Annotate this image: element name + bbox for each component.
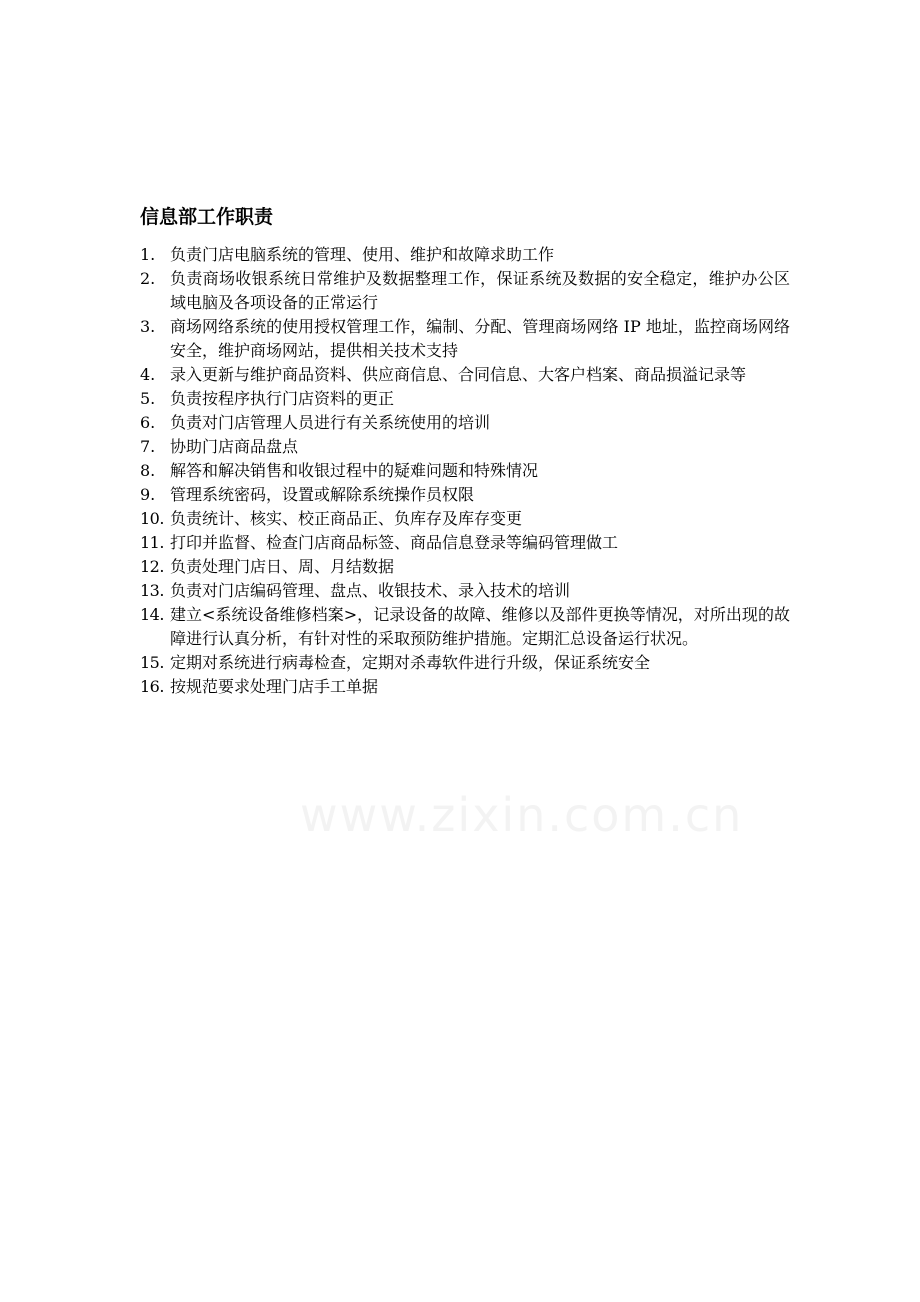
list-item — [140, 483, 790, 507]
item-text: 负责商场收银系统日常维护及数据整理工作，保证系统及数据的安全稳定，维护办公区域电脑及各项设备的正常运行 — [170, 269, 790, 312]
item-text: 商场网络系统的使用授权管理工作，编制、分配、管理商场网络 IP 地址，监控商场网络安全，维护商场网站，提供相关技术支持 — [170, 317, 790, 360]
list-item — [140, 651, 790, 675]
item-number: 9. — [140, 485, 156, 504]
list-item — [140, 459, 790, 483]
list-item — [140, 507, 790, 531]
item-text: 定期对系统进行病毒检查，定期对杀毒软件进行升级，保证系统安全 — [170, 653, 651, 672]
item-text: 负责对门店编码管理、盘点、收银技术、录入技术的培训 — [170, 581, 571, 600]
item-text: 建立<系统设备维修档案>，记录设备的故障、维修以及部件更换等情况，对所出现的故障进行认真分析，有针对性的采取预防维护措施。定期汇总设备运行状况。 — [170, 605, 790, 648]
item-number: 10. — [140, 509, 164, 528]
item-text: 负责统计、核实、校正商品正、负库存及库存变更 — [170, 509, 523, 528]
list-item — [140, 363, 790, 387]
list-item — [140, 267, 790, 315]
item-number: 11. — [140, 533, 164, 552]
item-number: 15. — [140, 653, 164, 672]
item-number: 16. — [140, 677, 164, 696]
list-item — [140, 579, 790, 603]
duty-list — [140, 243, 790, 699]
item-number: 14. — [140, 605, 164, 624]
item-number: 12. — [140, 557, 164, 576]
list-item — [140, 435, 790, 459]
list-item — [140, 411, 790, 435]
list-item — [140, 315, 790, 363]
list-item — [140, 555, 790, 579]
item-text: 协助门店商品盘点 — [170, 437, 299, 456]
item-text: 打印并监督、检查门店商品标签、商品信息登录等编码管理做工 — [170, 533, 619, 552]
item-number: 7. — [140, 437, 156, 456]
item-text: 录入更新与维护商品资料、供应商信息、合同信息、大客户档案、商品损溢记录等 — [170, 365, 747, 384]
list-item — [140, 531, 790, 555]
item-number: 8. — [140, 461, 156, 480]
list-item — [140, 603, 790, 651]
item-text: 按规范要求处理门店手工单据 — [170, 677, 379, 696]
page-title: 信息部工作职责 — [140, 206, 274, 228]
item-number: 13. — [140, 581, 164, 600]
watermark: www.zixin.com.cn — [300, 788, 744, 842]
item-number: 4. — [140, 365, 156, 384]
item-number: 6. — [140, 413, 156, 432]
item-number: 2. — [140, 269, 156, 288]
item-number: 3. — [140, 317, 156, 336]
item-number: 1. — [140, 245, 156, 264]
item-text: 负责门店电脑系统的管理、使用、维护和故障求助工作 — [170, 245, 555, 264]
item-text: 负责按程序执行门店资料的更正 — [170, 389, 395, 408]
list-item — [140, 243, 790, 267]
list-item — [140, 387, 790, 411]
list-item — [140, 675, 790, 699]
item-text: 管理系统密码，设置或解除系统操作员权限 — [170, 485, 475, 504]
item-text: 解答和解决销售和收银过程中的疑难问题和特殊情况 — [170, 461, 539, 480]
item-text: 负责处理门店日、周、月结数据 — [170, 557, 395, 576]
item-text: 负责对门店管理人员进行有关系统使用的培训 — [170, 413, 491, 432]
item-number: 5. — [140, 389, 156, 408]
